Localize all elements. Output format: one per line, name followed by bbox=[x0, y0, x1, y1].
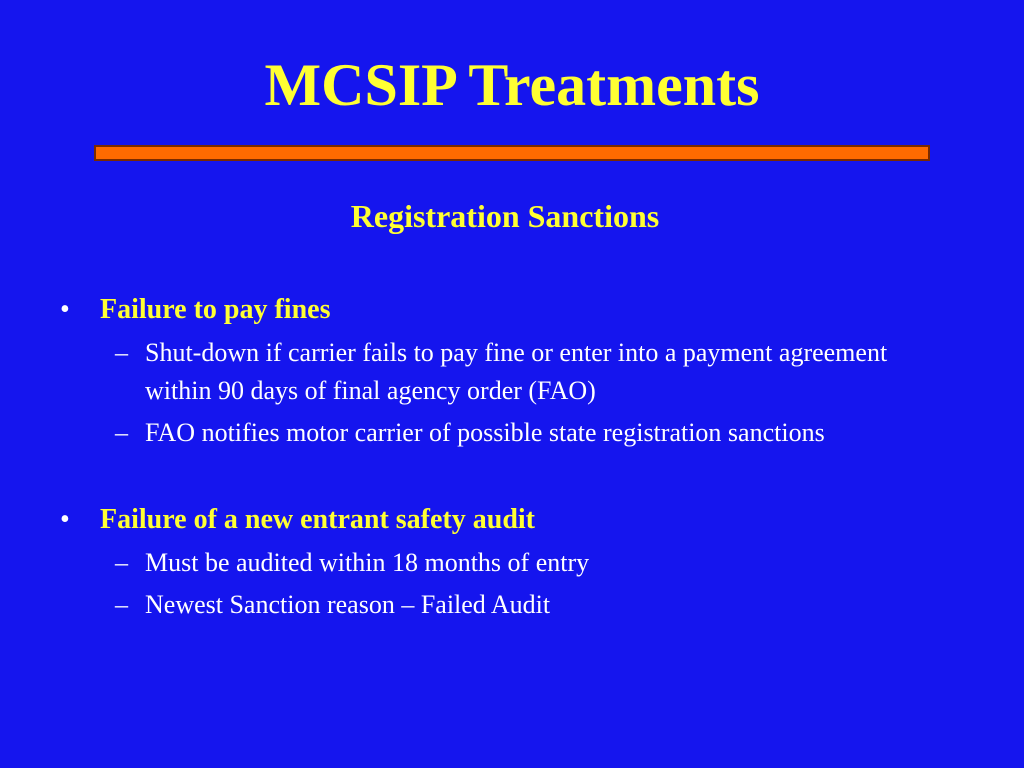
sub-bullet-text: Newest Sanction reason – Failed Audit bbox=[145, 590, 551, 619]
bullet-group bbox=[60, 290, 960, 452]
dash-icon: – bbox=[115, 590, 128, 619]
bullet-item bbox=[60, 290, 960, 330]
bullet-text: Failure of a new entrant safety audit bbox=[100, 504, 535, 535]
dash-icon: – bbox=[115, 418, 128, 447]
bullet-dot-icon: • bbox=[60, 504, 70, 535]
sub-bullet-item bbox=[60, 414, 915, 452]
sub-bullet-text: FAO notifies motor carrier of possible state registration sanctions bbox=[145, 418, 825, 447]
sub-bullet-item bbox=[60, 334, 915, 410]
sub-bullet-item bbox=[60, 586, 915, 624]
bullet-list bbox=[60, 290, 960, 624]
bullet-dot-icon: • bbox=[60, 294, 70, 325]
slide-subtitle: Registration Sanctions bbox=[350, 198, 660, 234]
bullet-text: Failure to pay fines bbox=[100, 294, 331, 325]
bullet-item bbox=[60, 500, 960, 540]
slide-title: MCSIP Treatments bbox=[264, 52, 760, 118]
sub-bullet-item bbox=[60, 544, 915, 582]
sub-bullet-text: Shut-down if carrier fails to pay fine or enter into a payment agreement within 90 days of final agency order (FAO) bbox=[145, 338, 888, 405]
sub-bullet-text: Must be audited within 18 months of entry bbox=[145, 548, 590, 577]
dash-icon: – bbox=[115, 338, 128, 367]
dash-icon: – bbox=[115, 548, 128, 577]
bullet-group bbox=[60, 500, 960, 624]
title-divider-bar bbox=[94, 145, 930, 161]
